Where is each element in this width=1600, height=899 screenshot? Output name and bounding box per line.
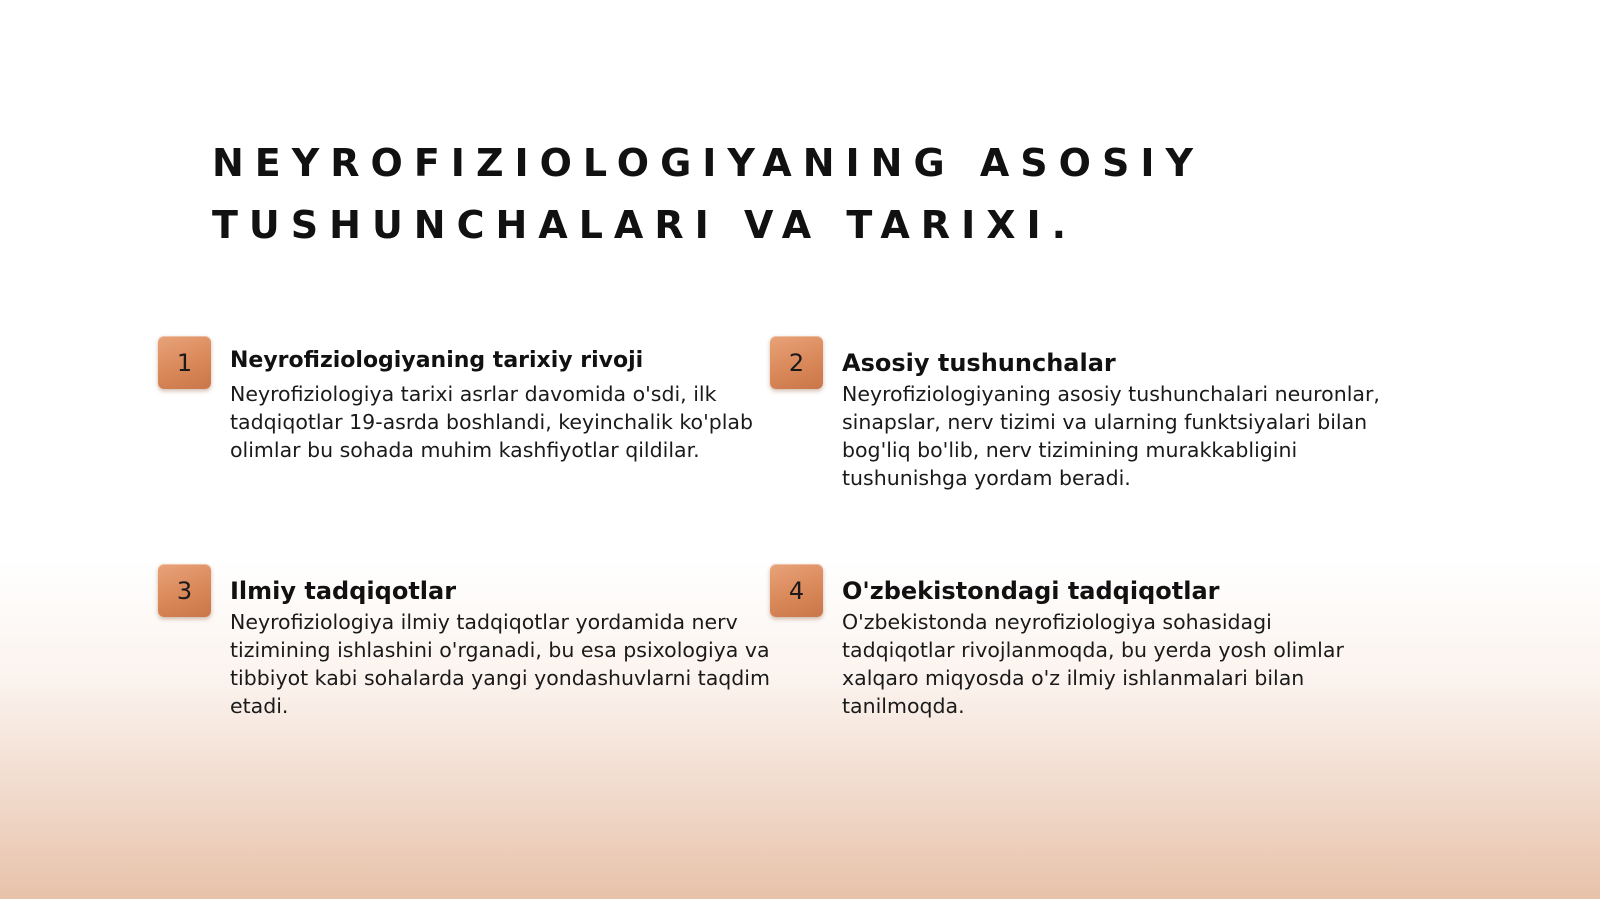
list-item bbox=[770, 336, 1380, 516]
item-description: Neyrofiziologiya ilmiy tadqiqotlar yordamida nerv tizimining ishlashini o'rganadi, bu esa psixologiya va tibbiyot kabi sohalarda yangi yondashuvlarni taqdim etadi. bbox=[230, 610, 770, 718]
item-heading: Neyrofiziologiyaning tarixiy rivoji bbox=[230, 348, 644, 373]
number-badge: 3 bbox=[158, 564, 211, 617]
item-description: O'zbekistonda neyrofiziologiya sohasidagi tadqiqotlar rivojlanmoqda, bu yerda yosh olimlar xalqaro miqyosda o'z ilmiy ishlanmalari bilan tanilmoqda. bbox=[842, 610, 1344, 718]
item-heading: Asosiy tushunchalar bbox=[842, 349, 1116, 377]
item-heading: Ilmiy tadqiqotlar bbox=[230, 577, 457, 605]
number-badge: 1 bbox=[158, 336, 211, 389]
list-item bbox=[158, 336, 754, 516]
number-badge: 4 bbox=[770, 564, 823, 617]
item-heading: O'zbekistondagi tadqiqotlar bbox=[842, 577, 1220, 605]
list-item bbox=[158, 564, 770, 744]
item-description: Neyrofiziologiyaning asosiy tushunchalari neuronlar, sinapslar, nerv tizimi va ularning funktsiyalari bilan bog'liq bo'lib, nerv tizimining murakkabligini tushunishga yordam beradi. bbox=[842, 382, 1380, 490]
item-description: Neyrofiziologiya tarixi asrlar davomida o'sdi, ilk tadqiqotlar 19-asrda boshlandi, keyinchalik ko'plab olimlar bu sohada muhim kashfiyotlar qildilar. bbox=[230, 382, 754, 462]
number-badge: 2 bbox=[770, 336, 823, 389]
slide-title: NEYROFIZIOLOGIYANING ASOSIY TUSHUNCHALARI VA TARIXI. bbox=[212, 141, 1204, 247]
list-item bbox=[770, 564, 1344, 744]
